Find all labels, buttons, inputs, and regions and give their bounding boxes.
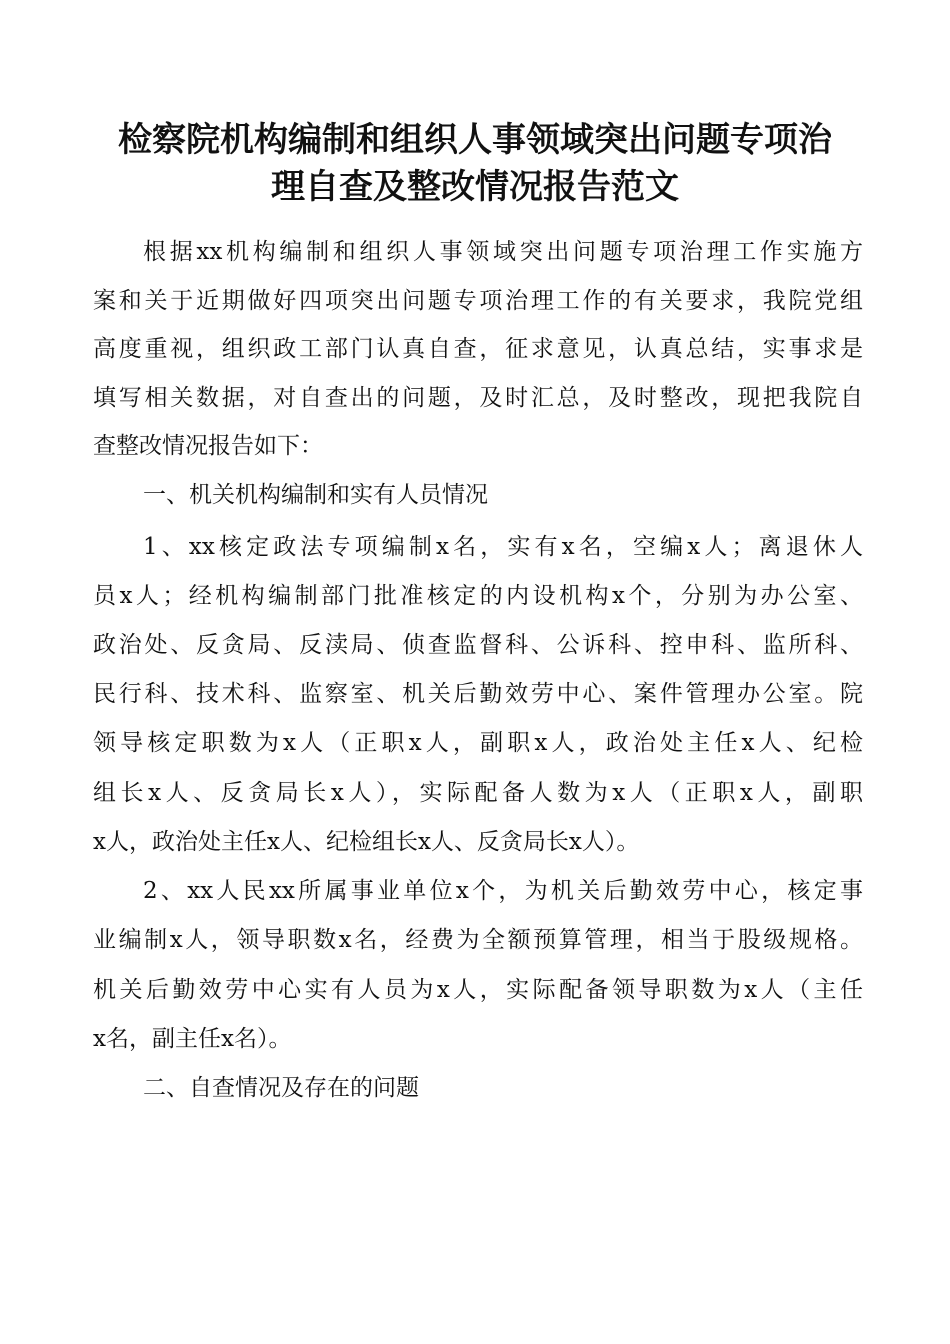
section-1-heading: 一、机关机构编制和实有人员情况 bbox=[143, 482, 488, 508]
para-2-line-4: x名，副主任x名）。 bbox=[93, 1026, 292, 1052]
intro-line-4: 填写相关数据，对自查出的问题，及时汇总，及时整改，现把我院自 bbox=[93, 385, 863, 411]
intro-line-3: 高度重视，组织政工部门认真自查，征求意见，认真总结，实事求是 bbox=[93, 336, 863, 362]
para-1-line-7: x人，政治处主任x人、纪检组长x人、反贪局长x人）。 bbox=[93, 829, 640, 855]
section-2-heading: 二、自查情况及存在的问题 bbox=[143, 1075, 419, 1101]
para-1-line-1: 1、xx核定政法专项编制x名，实有x名，空编x人；离退休人 bbox=[143, 534, 863, 560]
para-1-line-2: 员x人；经机构编制部门批准核定的内设机构x个，分别为办公室、 bbox=[93, 583, 863, 609]
document-title-line-1: 检察院机构编制和组织人事领域突出问题专项治 bbox=[118, 120, 832, 160]
para-1-line-5: 领导核定职数为x人（正职x人，副职x人，政治处主任x人、纪检 bbox=[93, 730, 863, 756]
para-2-line-3: 机关后勤效劳中心实有人员为x人，实际配备领导职数为x人（主任 bbox=[93, 977, 863, 1003]
intro-line-5: 查整改情况报告如下： bbox=[93, 433, 323, 459]
para-1-line-6: 组长x人、反贪局长x人），实际配备人数为x人（正职x人，副职 bbox=[93, 780, 863, 806]
intro-line-2: 案和关于近期做好四项突出问题专项治理工作的有关要求，我院党组 bbox=[93, 288, 863, 314]
para-2-line-2: 业编制x人，领导职数x名，经费为全额预算管理，相当于股级规格。 bbox=[93, 927, 863, 953]
para-2-line-1: 2、xx人民xx所属事业单位x个，为机关后勤效劳中心，核定事 bbox=[143, 878, 863, 904]
para-1-line-4: 民行科、技术科、监察室、机关后勤效劳中心、案件管理办公室。院 bbox=[93, 681, 863, 707]
para-1-line-3: 政治处、反贪局、反渎局、侦查监督科、公诉科、控申科、监所科、 bbox=[93, 632, 863, 658]
document-title-line-2: 理自查及整改情况报告范文 bbox=[271, 167, 679, 207]
intro-line-1: 根据xx机构编制和组织人事领域突出问题专项治理工作实施方 bbox=[143, 239, 863, 265]
